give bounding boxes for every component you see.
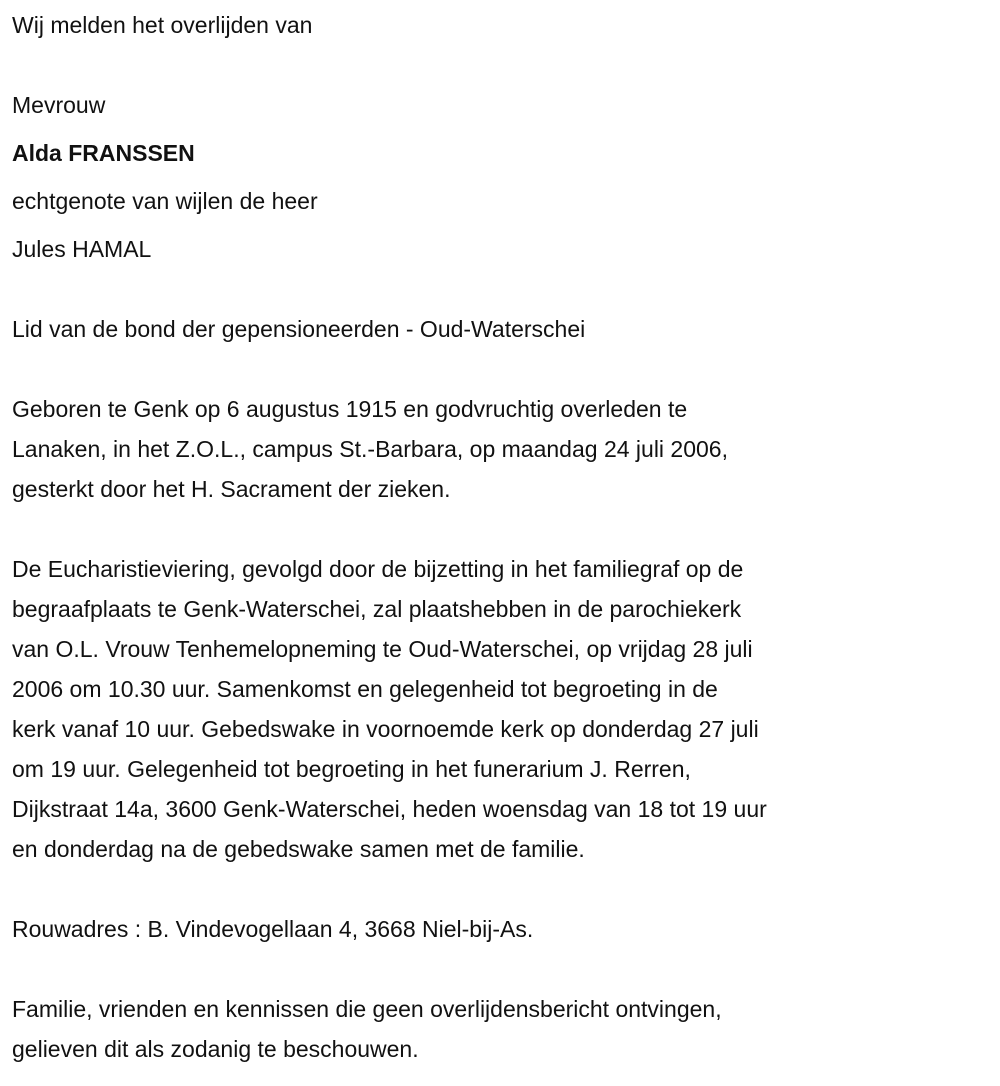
paragraph-line: van O.L. Vrouw Tenhemelopneming te Oud-Waterschei, op vrijdag 28 juli — [12, 636, 753, 662]
deceased-block — [12, 81, 997, 273]
obituary-notice — [12, 5, 997, 1069]
membership-text: Lid van de bond der gepensioneerden - Oud-Waterschei — [12, 316, 586, 342]
deceased-title: Mevrouw — [12, 92, 106, 118]
deceased-name: Alda FRANSSEN — [12, 140, 195, 166]
paragraph-line: kerk vanaf 10 uur. Gebedswake in voornoemde kerk op donderdag 27 juli — [12, 716, 759, 742]
paragraph-line: De Eucharistieviering, gevolgd door de bijzetting in het familiegraf op de — [12, 556, 744, 582]
closing-paragraph — [12, 989, 997, 1069]
paragraph-line: Lanaken, in het Z.O.L., campus St.-Barbara, op maandag 24 juli 2006, — [12, 436, 728, 462]
ceremony-paragraph — [12, 549, 997, 869]
address-paragraph — [12, 909, 997, 949]
relation-text: echtgenote van wijlen de heer — [12, 188, 318, 214]
paragraph-line: gesterkt door het H. Sacrament der zieken. — [12, 476, 451, 502]
intro-text: Wij melden het overlijden van — [12, 12, 313, 38]
birth-death-paragraph — [12, 389, 997, 509]
paragraph-line: Familie, vrienden en kennissen die geen overlijdensbericht ontvingen, — [12, 996, 722, 1022]
paragraph-line: Dijkstraat 14a, 3600 Genk-Waterschei, heden woensdag van 18 tot 19 uur — [12, 796, 767, 822]
paragraph-line: begraafplaats te Genk-Waterschei, zal plaatshebben in de parochiekerk — [12, 596, 742, 622]
mourning-address: Rouwadres : B. Vindevogellaan 4, 3668 Niel-bij-As. — [12, 916, 534, 942]
paragraph-line: en donderdag na de gebedswake samen met de familie. — [12, 836, 585, 862]
paragraph-line: 2006 om 10.30 uur. Samenkomst en gelegenheid tot begroeting in de — [12, 676, 718, 702]
paragraph-line: om 19 uur. Gelegenheid tot begroeting in het funerarium J. Rerren, — [12, 756, 691, 782]
paragraph-line: Geboren te Genk op 6 augustus 1915 en godvruchtig overleden te — [12, 396, 688, 422]
spouse-name: Jules HAMAL — [12, 236, 152, 262]
paragraph-line: gelieven dit als zodanig te beschouwen. — [12, 1036, 419, 1062]
